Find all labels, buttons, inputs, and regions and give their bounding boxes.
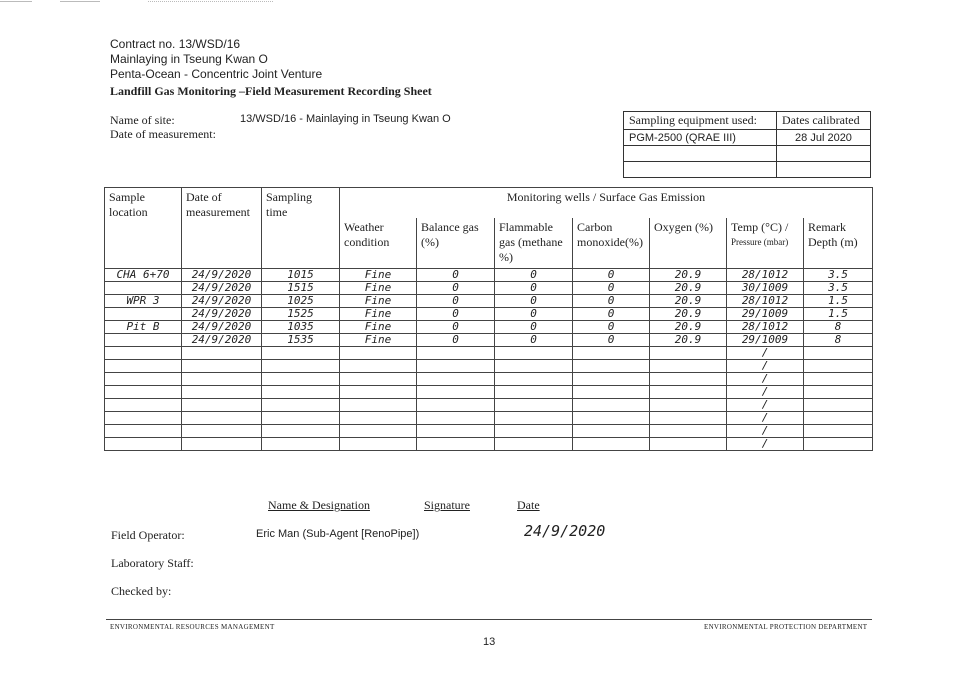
table-row xyxy=(105,412,873,425)
cell-carbon-monoxide: 0 xyxy=(573,269,650,282)
contractor-name: Penta-Ocean - Concentric Joint Venture xyxy=(110,67,323,81)
cell-location xyxy=(105,399,182,412)
cell-date xyxy=(182,360,262,373)
cell-time: 1035 xyxy=(262,321,340,334)
cell-depth: 8 xyxy=(804,321,873,334)
table-row xyxy=(105,334,873,347)
cell-temp-pressure: / xyxy=(727,386,804,399)
cell-location: WPR 3 xyxy=(105,295,182,308)
cell-balance-gas: 0 xyxy=(417,321,495,334)
cell-flammable-gas: 0 xyxy=(495,334,573,347)
signoff-name-header: Name & Designation xyxy=(268,498,370,512)
cell-date xyxy=(182,438,262,451)
cell-carbon-monoxide xyxy=(573,425,650,438)
scan-mark xyxy=(0,1,32,2)
cell-date: 24/9/2020 xyxy=(182,308,262,321)
cell-oxygen xyxy=(650,360,727,373)
cell-weather: Fine xyxy=(340,295,417,308)
cell-depth xyxy=(804,399,873,412)
table-row xyxy=(105,399,873,412)
cell-depth xyxy=(804,412,873,425)
cell-date: 24/9/2020 xyxy=(182,269,262,282)
cell-carbon-monoxide xyxy=(573,399,650,412)
cell-oxygen xyxy=(650,438,727,451)
cell-oxygen xyxy=(650,347,727,360)
equipment-header: Sampling equipment used: xyxy=(624,112,777,130)
cell-flammable-gas xyxy=(495,360,573,373)
field-operator-name: Eric Man (Sub-Agent [RenoPipe]) xyxy=(256,528,420,540)
cell-carbon-monoxide xyxy=(573,347,650,360)
cell-date: 24/9/2020 xyxy=(182,282,262,295)
project-name: Mainlaying in Tseung Kwan O xyxy=(110,52,268,66)
cell-time: 1025 xyxy=(262,295,340,308)
cell-temp-pressure: 28/1012 xyxy=(727,321,804,334)
table-row xyxy=(105,347,873,360)
cell-time xyxy=(262,373,340,386)
measurement-table xyxy=(104,187,873,451)
footer-rule xyxy=(106,619,872,620)
header-flammable-gas: Flammable gas (methane %) xyxy=(495,218,573,269)
cell-date: 24/9/2020 xyxy=(182,321,262,334)
cell-carbon-monoxide xyxy=(573,360,650,373)
table-row xyxy=(105,360,873,373)
cell-weather xyxy=(340,399,417,412)
sheet-title: Landfill Gas Monitoring –Field Measurement Recording Sheet xyxy=(110,84,432,98)
cell-temp-pressure: 30/1009 xyxy=(727,282,804,295)
cell-location xyxy=(105,334,182,347)
cell-depth xyxy=(804,347,873,360)
cell-location xyxy=(105,360,182,373)
scan-mark xyxy=(148,1,273,2)
cell-balance-gas xyxy=(417,438,495,451)
cell-carbon-monoxide xyxy=(573,373,650,386)
header-balance-gas: Balance gas (%) xyxy=(417,218,495,269)
cell-location xyxy=(105,308,182,321)
cell-weather: Fine xyxy=(340,308,417,321)
cell-temp-pressure: / xyxy=(727,412,804,425)
cell-depth xyxy=(804,425,873,438)
cell-location xyxy=(105,347,182,360)
cell-balance-gas xyxy=(417,399,495,412)
cell-weather: Fine xyxy=(340,282,417,295)
cell-oxygen xyxy=(650,425,727,438)
checked-by-label: Checked by: xyxy=(111,584,172,598)
cell-temp-pressure: / xyxy=(727,360,804,373)
table-row xyxy=(105,321,873,334)
footer-right: ENVIRONMENTAL PROTECTION DEPARTMENT xyxy=(704,623,868,631)
cell-temp-pressure: / xyxy=(727,373,804,386)
cell-time: 1525 xyxy=(262,308,340,321)
header-remark-depth: Remark Depth (m) xyxy=(804,218,873,269)
cell-oxygen: 20.9 xyxy=(650,269,727,282)
cell-flammable-gas xyxy=(495,425,573,438)
cell-weather xyxy=(340,412,417,425)
cell-date xyxy=(182,399,262,412)
cell-balance-gas xyxy=(417,373,495,386)
cell-weather xyxy=(340,438,417,451)
cell-time: 1015 xyxy=(262,269,340,282)
cell-time xyxy=(262,347,340,360)
equipment-table xyxy=(623,111,871,178)
cell-temp-pressure: 28/1012 xyxy=(727,269,804,282)
cell-balance-gas xyxy=(417,360,495,373)
cell-temp-pressure: 29/1009 xyxy=(727,308,804,321)
cell-temp-pressure: 29/1009 xyxy=(727,334,804,347)
header-temp: Temp (°C) / xyxy=(731,220,789,234)
cell-carbon-monoxide: 0 xyxy=(573,334,650,347)
cell-flammable-gas xyxy=(495,347,573,360)
cell-flammable-gas: 0 xyxy=(495,321,573,334)
page-number: 13 xyxy=(483,636,496,648)
cell-date: 24/9/2020 xyxy=(182,295,262,308)
cell-weather xyxy=(340,373,417,386)
table-row xyxy=(105,308,873,321)
cell-balance-gas xyxy=(417,347,495,360)
cell-oxygen: 20.9 xyxy=(650,321,727,334)
calibration-date: 28 Jul 2020 xyxy=(777,130,871,146)
cell-date xyxy=(182,347,262,360)
cell-temp-pressure: / xyxy=(727,425,804,438)
table-row xyxy=(105,269,873,282)
cell-balance-gas: 0 xyxy=(417,269,495,282)
cell-date xyxy=(182,425,262,438)
laboratory-staff-label: Laboratory Staff: xyxy=(111,556,194,570)
site-name-label: Name of site: xyxy=(110,113,175,127)
cell-weather: Fine xyxy=(340,321,417,334)
cell-oxygen: 20.9 xyxy=(650,295,727,308)
cell-oxygen: 20.9 xyxy=(650,308,727,321)
cell-temp-pressure: / xyxy=(727,438,804,451)
cell-balance-gas xyxy=(417,386,495,399)
header-sampling-time: Sampling time xyxy=(262,188,340,269)
cell-location xyxy=(105,438,182,451)
cell-depth: 3.5 xyxy=(804,269,873,282)
equipment-empty-cell xyxy=(624,146,777,162)
cell-flammable-gas xyxy=(495,412,573,425)
header-carbon-monoxide: Carbon monoxide(%) xyxy=(573,218,650,269)
site-name-value: 13/WSD/16 - Mainlaying in Tseung Kwan O xyxy=(240,113,451,125)
cell-location xyxy=(105,386,182,399)
cell-balance-gas: 0 xyxy=(417,334,495,347)
cell-depth: 8 xyxy=(804,334,873,347)
cell-time xyxy=(262,438,340,451)
cell-balance-gas xyxy=(417,425,495,438)
cell-carbon-monoxide: 0 xyxy=(573,308,650,321)
cell-time: 1515 xyxy=(262,282,340,295)
cell-location: Pit B xyxy=(105,321,182,334)
table-row xyxy=(105,373,873,386)
cell-flammable-gas xyxy=(495,438,573,451)
cell-carbon-monoxide xyxy=(573,412,650,425)
header-temp-pressure xyxy=(727,218,804,269)
cell-depth: 1.5 xyxy=(804,308,873,321)
cell-depth xyxy=(804,373,873,386)
cell-oxygen xyxy=(650,373,727,386)
contract-number: Contract no. 13/WSD/16 xyxy=(110,37,241,51)
cell-weather xyxy=(340,360,417,373)
cell-balance-gas: 0 xyxy=(417,282,495,295)
cell-weather xyxy=(340,347,417,360)
cell-flammable-gas xyxy=(495,386,573,399)
cell-time: 1535 xyxy=(262,334,340,347)
equipment-empty-cell xyxy=(777,162,871,178)
cell-location xyxy=(105,373,182,386)
field-operator-label: Field Operator: xyxy=(111,528,185,542)
cell-depth: 1.5 xyxy=(804,295,873,308)
header-oxygen: Oxygen (%) xyxy=(650,218,727,269)
cell-oxygen xyxy=(650,399,727,412)
table-body xyxy=(105,269,873,451)
cell-oxygen xyxy=(650,386,727,399)
cell-depth: 3.5 xyxy=(804,282,873,295)
cell-flammable-gas: 0 xyxy=(495,282,573,295)
cell-date xyxy=(182,373,262,386)
equipment-empty-cell xyxy=(777,146,871,162)
cell-time xyxy=(262,399,340,412)
cell-depth xyxy=(804,386,873,399)
cell-flammable-gas xyxy=(495,399,573,412)
signoff-signature-header: Signature xyxy=(424,498,470,512)
cell-location xyxy=(105,425,182,438)
cell-balance-gas xyxy=(417,412,495,425)
cell-time xyxy=(262,425,340,438)
footer-left: ENVIRONMENTAL RESOURCES MANAGEMENT xyxy=(110,623,275,631)
equipment-device: PGM-2500 (QRAE III) xyxy=(624,130,777,146)
field-operator-date: 24/9/2020 xyxy=(524,522,606,540)
equipment-empty-cell xyxy=(624,162,777,178)
cell-weather xyxy=(340,386,417,399)
header-pressure: Pressure (mbar) xyxy=(731,237,789,247)
table-row xyxy=(105,438,873,451)
cell-weather: Fine xyxy=(340,269,417,282)
cell-location: CHA 6+70 xyxy=(105,269,182,282)
cell-temp-pressure: 28/1012 xyxy=(727,295,804,308)
cell-balance-gas: 0 xyxy=(417,295,495,308)
cell-oxygen: 20.9 xyxy=(650,334,727,347)
cell-balance-gas: 0 xyxy=(417,308,495,321)
cell-time xyxy=(262,360,340,373)
cell-date xyxy=(182,412,262,425)
signoff-date-header: Date xyxy=(517,498,540,512)
cell-oxygen: 20.9 xyxy=(650,282,727,295)
cell-depth xyxy=(804,360,873,373)
cell-weather xyxy=(340,425,417,438)
header-sample-location: Sample location xyxy=(105,188,182,269)
header-weather: Weather condition xyxy=(340,218,417,269)
cell-date: 24/9/2020 xyxy=(182,334,262,347)
header-monitoring-group: Monitoring wells / Surface Gas Emission xyxy=(340,188,873,219)
cell-depth xyxy=(804,438,873,451)
table-row xyxy=(105,295,873,308)
cell-weather: Fine xyxy=(340,334,417,347)
calibrated-header: Dates calibrated xyxy=(777,112,871,130)
table-row xyxy=(105,425,873,438)
scan-mark xyxy=(60,1,100,2)
cell-flammable-gas: 0 xyxy=(495,269,573,282)
cell-carbon-monoxide xyxy=(573,386,650,399)
cell-oxygen xyxy=(650,412,727,425)
cell-carbon-monoxide: 0 xyxy=(573,282,650,295)
table-row xyxy=(105,282,873,295)
cell-carbon-monoxide: 0 xyxy=(573,321,650,334)
cell-time xyxy=(262,386,340,399)
cell-flammable-gas: 0 xyxy=(495,308,573,321)
cell-temp-pressure: / xyxy=(727,347,804,360)
header-date: Date of measurement xyxy=(182,188,262,269)
cell-temp-pressure: / xyxy=(727,399,804,412)
cell-flammable-gas: 0 xyxy=(495,295,573,308)
date-of-measurement-label: Date of measurement: xyxy=(110,127,216,141)
cell-location xyxy=(105,412,182,425)
cell-time xyxy=(262,412,340,425)
cell-carbon-monoxide: 0 xyxy=(573,295,650,308)
cell-location xyxy=(105,282,182,295)
cell-date xyxy=(182,386,262,399)
cell-carbon-monoxide xyxy=(573,438,650,451)
table-row xyxy=(105,386,873,399)
cell-flammable-gas xyxy=(495,373,573,386)
